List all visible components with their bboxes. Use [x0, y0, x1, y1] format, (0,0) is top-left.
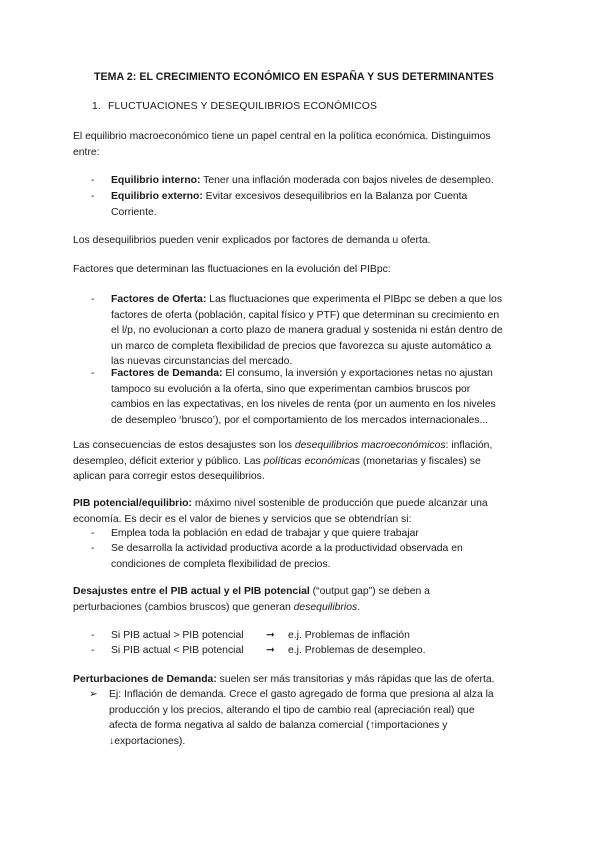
result-text: e.j. Problemas de desempleo. — [288, 645, 426, 656]
definition-text: un marco de completa flexibilidad de precios que favorezca su ajuste automático a — [111, 340, 492, 352]
term-equilibrio-interno: Equilibrio interno: — [111, 175, 201, 186]
text-run: . — [357, 601, 361, 613]
result-text: e.j. Problemas de inflación — [288, 630, 410, 641]
section-label: FLUCTUACIONES Y DESEQUILIBRIOS ECONÓMICOS — [108, 101, 378, 112]
consequences-paragraph — [73, 438, 533, 485]
emphasis-desequilibrios: desequilibrios — [293, 601, 358, 613]
bullet-dash: - — [91, 543, 95, 554]
imbalances-origin-paragraph: Los desequilibrios pueden venir explicados por factores de demanda u oferta. — [73, 235, 431, 246]
list-item-text — [109, 687, 494, 749]
arrowhead-bullet-icon: ➢ — [89, 689, 98, 700]
definition-text: Las fluctuaciones que experimenta el PIBpc se deben a que los — [206, 294, 503, 305]
list-item-line: ↓exportaciones). — [109, 735, 186, 747]
bullet-dash: - — [91, 191, 95, 202]
text-run: (monetarias y fiscales) se — [360, 455, 481, 467]
condition-text: Si PIB actual > PIB potencial — [111, 630, 244, 641]
definition-text: suelen ser más transitorias y más rápidas que las de oferta. — [216, 674, 495, 685]
text-run: : inflación, — [445, 440, 493, 451]
definition-text: Corriente. — [111, 206, 157, 218]
definition-text: tampoco su evolución a la oferta, sino que experimentan cambios bruscos por — [111, 383, 471, 395]
definition-text: de desempleo ‘brusco’), por el comportamiento de los mercados internacionales... — [111, 414, 489, 426]
condition-text: Si PIB actual < PIB potencial — [111, 645, 244, 656]
emphasis-politicas: políticas económicas — [263, 455, 361, 467]
definition-text: (“output gap”) se deben a — [309, 586, 430, 597]
list-item-line: Se desarrolla la actividad productiva acorde a la productividad observada en — [111, 543, 463, 554]
intro-line: El equilibrio macroeconómico tiene un papel central en la política económica. Distinguimos — [73, 131, 491, 142]
emphasis-desequilibrios: desequilibrios macroeconómicos — [294, 440, 446, 451]
definition-text: el l/p, no evolucionan a corto plazo de manera gradual y sostenida ni están dentro de — [111, 325, 503, 337]
definition-text: Tener una inflación moderada con bajos niveles de desempleo. — [200, 175, 494, 186]
bullet-dash: - — [91, 630, 95, 641]
term-pib-potencial: PIB potencial/equilibrio: — [73, 498, 192, 509]
bullet-dash: - — [91, 175, 95, 186]
section-heading — [92, 99, 377, 115]
definition-text: El consumo, la inversión y exportaciones netas no ajustan — [222, 368, 493, 379]
output-gap-paragraph — [73, 584, 533, 615]
term-factores-oferta: Factores de Oferta: — [111, 294, 207, 305]
bullet-dash: - — [91, 528, 95, 539]
list-item-line: afecta de forma negativa al saldo de balanza comercial (↑importaciones y — [109, 720, 448, 732]
definition-text: factores de oferta (población, capital físico y PTF) que determinan su crecimiento en — [111, 309, 500, 321]
definition-text: máximo nivel sostenible de producción que puede alcanzar una — [191, 498, 488, 509]
bullet-dash: - — [91, 645, 95, 656]
arrow-right-icon: ➞ — [266, 630, 275, 641]
factors-intro-paragraph: Factores que determinan las fluctuaciones en la evolución del PIBpc: — [73, 264, 391, 275]
list-item-text — [111, 292, 503, 370]
list-item-line: producción y los precios, alterando el tipo de cambio real (apreciación real) que — [109, 704, 475, 716]
text-run: desempleo, déficit exterior y público. Las — [73, 455, 264, 467]
definition-text: cambios en las expectativas, en los niveles de renta (por un aumento en los niveles — [111, 399, 496, 411]
bullet-dash: - — [91, 368, 95, 379]
text-run: aplican para corregir estos desequilibrios. — [73, 471, 265, 483]
potential-gdp-paragraph — [73, 496, 533, 527]
text-run: perturbaciones (cambios bruscos) que generan — [73, 601, 294, 613]
list-item-text — [111, 366, 496, 428]
term-perturbaciones-demanda: Perturbaciones de Demanda: — [73, 674, 217, 685]
term-desajustes: Desajustes entre el PIB actual y el PIB potencial — [73, 586, 310, 597]
demand-shocks-paragraph — [73, 672, 533, 688]
definition-text: Evitar excesivos desequilibrios en la Balanza por Cuenta — [202, 191, 468, 202]
list-item-text — [111, 173, 494, 189]
list-item-text — [111, 541, 463, 572]
intro-paragraph — [73, 129, 533, 160]
list-item-text — [111, 189, 467, 220]
bullet-dash: - — [91, 294, 95, 305]
text-run: Las consecuencias de estos desajustes son los — [73, 440, 295, 451]
section-number: 1. — [92, 101, 101, 112]
term-factores-demanda: Factores de Demanda: — [111, 368, 223, 379]
term-equilibrio-externo: Equilibrio externo: — [111, 191, 203, 202]
arrow-right-icon: ➞ — [266, 645, 275, 656]
list-item-line: condiciones de completa flexibilidad de precios. — [111, 558, 331, 570]
list-item-text: Emplea toda la población en edad de trabajar y que quiere trabajar — [111, 528, 419, 539]
list-item-line: Ej: Inflación de demanda. Crece el gasto agregado de forma que presiona al alza la — [109, 689, 494, 700]
intro-line: entre: — [73, 146, 100, 158]
definition-text: las nuevas circunstancias del mercado. — [111, 356, 293, 368]
document-title: TEMA 2: EL CRECIMIENTO ECONÓMICO EN ESPAÑA Y SUS DETERMINANTES — [94, 71, 494, 83]
definition-text: economía. Es decir es el valor de bienes y servicios que se obtendrían si: — [73, 513, 412, 525]
